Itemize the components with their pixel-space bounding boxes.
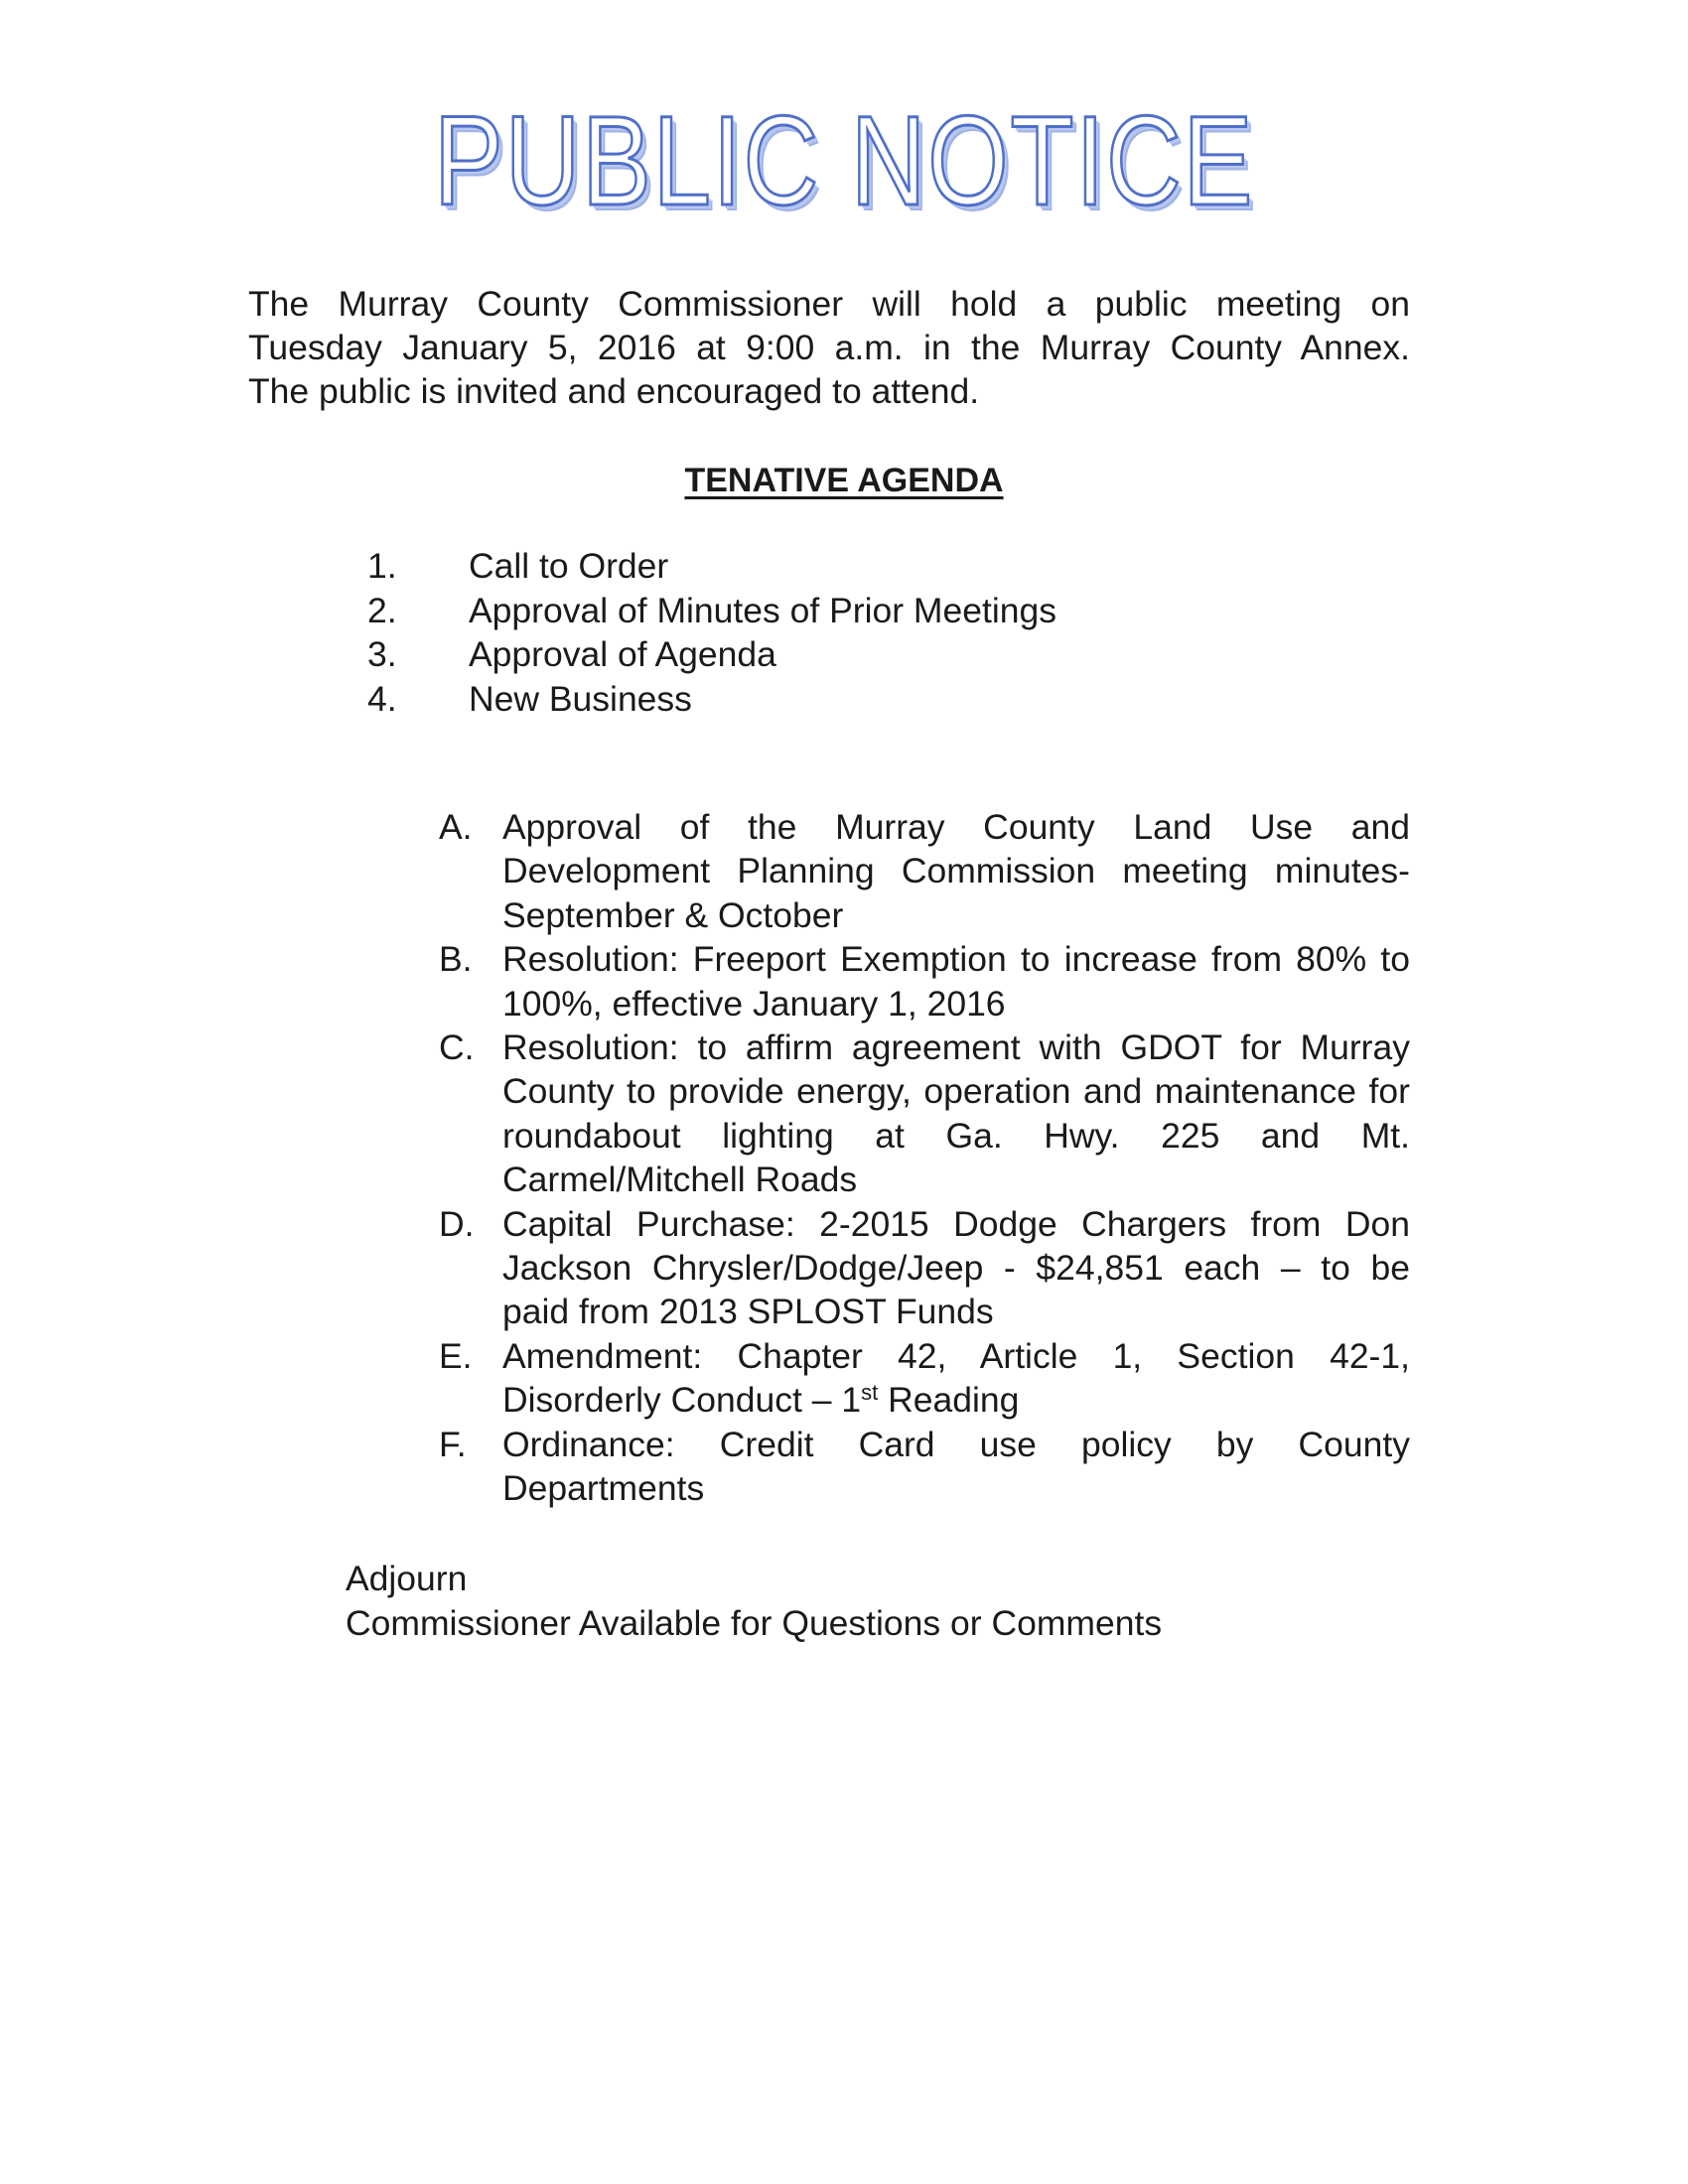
new-business-item: [439, 1202, 1410, 1334]
agenda-item-text: New Business: [469, 678, 692, 719]
agenda-item-number: 3.: [367, 634, 397, 674]
public-notice-banner: PUBLIC NOTICE: [433, 90, 1255, 232]
new-business-item-letter: F.: [439, 1424, 467, 1464]
closing-section: [346, 1557, 1338, 1645]
new-business-item: [439, 805, 1410, 937]
agenda-item-text: Approval of Agenda: [469, 634, 776, 674]
new-business-item-text: Approval of the Murray County Land Use and Development Planning Commission meeting minutes- September & October: [502, 807, 1410, 935]
agenda-item-text: Approval of Minutes of Prior Meetings: [469, 590, 1056, 630]
new-business-item-text-main: Amendment: Chapter 42, Article 1, Section 42-1, Disorderly Conduct – 1: [502, 1335, 1410, 1421]
new-business-item: [439, 1334, 1410, 1423]
agenda-item-number: 1.: [367, 546, 397, 586]
new-business-item-text-tail: Reading: [878, 1380, 1020, 1421]
agenda-numbered-list: [367, 544, 1261, 721]
new-business-item-text: Resolution: Freeport Exemption to increase from 80% to 100%, effective January 1, 2016: [502, 939, 1410, 1024]
ordinal-suffix: st: [861, 1380, 879, 1406]
new-business-item-text: Resolution: to affirm agreement with GDOT for Murray County to provide energy, operation and maintenance for roundabout lighting at Ga. Hwy. 225 and Mt. Carmel/Mitchell Roads: [502, 1027, 1410, 1200]
new-business-item: [439, 1423, 1410, 1511]
new-business-item-letter: A.: [439, 807, 473, 847]
new-business-item-letter: D.: [439, 1203, 475, 1244]
agenda-title: TENATIVE AGENDA: [684, 462, 1004, 499]
commissioner-available-text: Commissioner Available for Questions or Comments: [346, 1602, 1163, 1643]
agenda-item: [367, 544, 1261, 589]
new-business-list: [439, 805, 1410, 1511]
new-business-item: [439, 937, 1410, 1025]
agenda-item-number: 4.: [367, 678, 397, 719]
new-business-item-text: Ordinance: Credit Card use policy by County Departments: [502, 1424, 1410, 1509]
new-business-item-text: Capital Purchase: 2-2015 Dodge Chargers from Don Jackson Chrysler/Dodge/Jeep - $24,851 each – to be paid from 2013 SPLOST Funds: [502, 1203, 1410, 1332]
intro-paragraph: [248, 282, 1410, 413]
adjourn-text: Adjourn: [346, 1559, 468, 1598]
new-business-item-letter: E.: [439, 1335, 473, 1376]
new-business-item-text: [502, 1334, 1410, 1423]
intro-line: Tuesday January 5, 2016 at 9:00 a.m. in the Murray County Annex.: [248, 328, 1410, 367]
agenda-item: [367, 677, 1261, 722]
intro-line: The public is invited and encouraged to attend.: [248, 371, 980, 411]
agenda-item-number: 2.: [367, 590, 397, 630]
agenda-item: [367, 589, 1261, 633]
agenda-item-text: Call to Order: [469, 546, 669, 586]
new-business-item: [439, 1025, 1410, 1202]
new-business-item-letter: C.: [439, 1027, 475, 1068]
new-business-item-letter: B.: [439, 939, 473, 980]
agenda-item: [367, 632, 1261, 677]
intro-line: The Murray County Commissioner will hold a public meeting on: [248, 284, 1410, 324]
